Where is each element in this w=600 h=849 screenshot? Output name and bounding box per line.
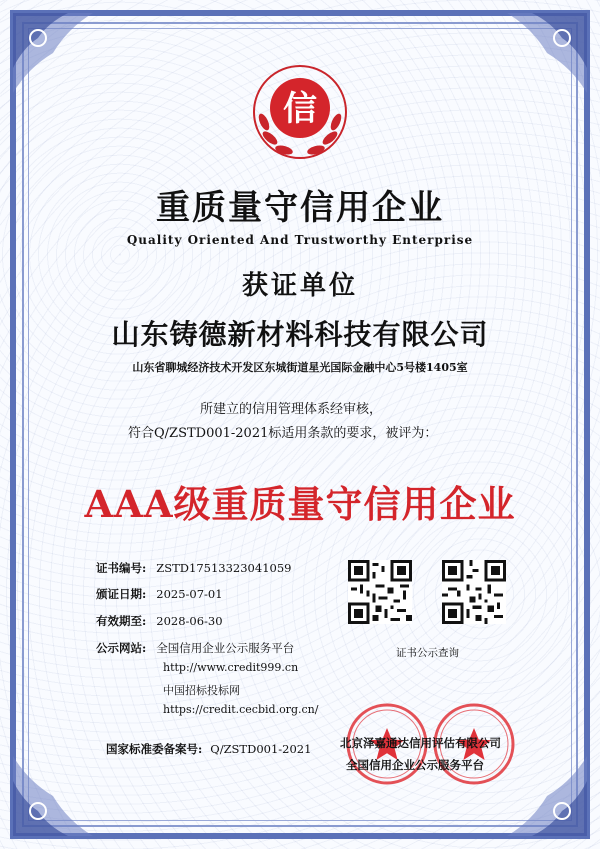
cert-number-label: 证书编号: <box>96 561 147 575</box>
issuer-org-1: 北京泽嘉通达信用评估有限公司 <box>340 736 501 750</box>
standard-label: 国家标准委备案号: <box>106 742 203 756</box>
expiry-date: 2028-06-30 <box>156 614 223 628</box>
qr-code-icon[interactable] <box>348 560 412 624</box>
issue-date-label: 颁证日期: <box>96 587 147 601</box>
standard-number: Q/ZSTD001-2021 <box>210 742 312 756</box>
qr-code-icon[interactable] <box>442 560 506 624</box>
website-label: 公示网站: <box>96 641 147 655</box>
company-address: 山东省聊城经济技术开发区东城街道星光国际金融中心5号楼1405室 <box>132 361 468 374</box>
corner-ornament-icon <box>502 8 592 98</box>
website-2-name: 中国招标投标网 <box>163 684 240 697</box>
website-2-url[interactable]: https://credit.cecbid.org.cn/ <box>163 703 319 716</box>
issuer-org-2: 全国信用企业公示服务平台 <box>346 758 484 772</box>
recipient-label: 获证单位 <box>241 271 358 301</box>
credit-grade: AAA级重质量守信用企业 <box>84 482 516 526</box>
corner-ornament-icon <box>8 8 98 98</box>
website-1-url[interactable]: http://www.credit999.cn <box>163 661 299 674</box>
credit-emblem-icon <box>250 62 350 162</box>
issue-date: 2025-07-01 <box>156 587 223 601</box>
issue-date-row <box>96 586 223 602</box>
company-name: 山东铸德新材料科技有限公司 <box>111 318 489 351</box>
certificate-title-english: Quality Oriented And Trustworthy Enterprise <box>126 233 474 247</box>
corner-ornament-icon <box>8 751 98 841</box>
website-row <box>96 640 294 656</box>
statement-line-2: 符合Q/ZSTD001-2021标适用条款的要求，被评为： <box>128 426 438 441</box>
website-1-name: 全国信用企业公示服务平台 <box>156 641 295 655</box>
cert-number: ZSTD17513323041059 <box>156 561 292 575</box>
certificate-title: 重质量守信用企业 <box>156 188 444 228</box>
standard-row <box>106 741 311 757</box>
statement-line-1: 所建立的信用管理体系经审核， <box>200 402 383 417</box>
expiry-date-label: 有效期至: <box>96 614 147 628</box>
svg-text:信: 信 <box>283 89 317 129</box>
qr-caption: 证书公示查询 <box>396 647 459 659</box>
cert-number-row <box>96 560 291 576</box>
expiry-date-row <box>96 613 223 629</box>
